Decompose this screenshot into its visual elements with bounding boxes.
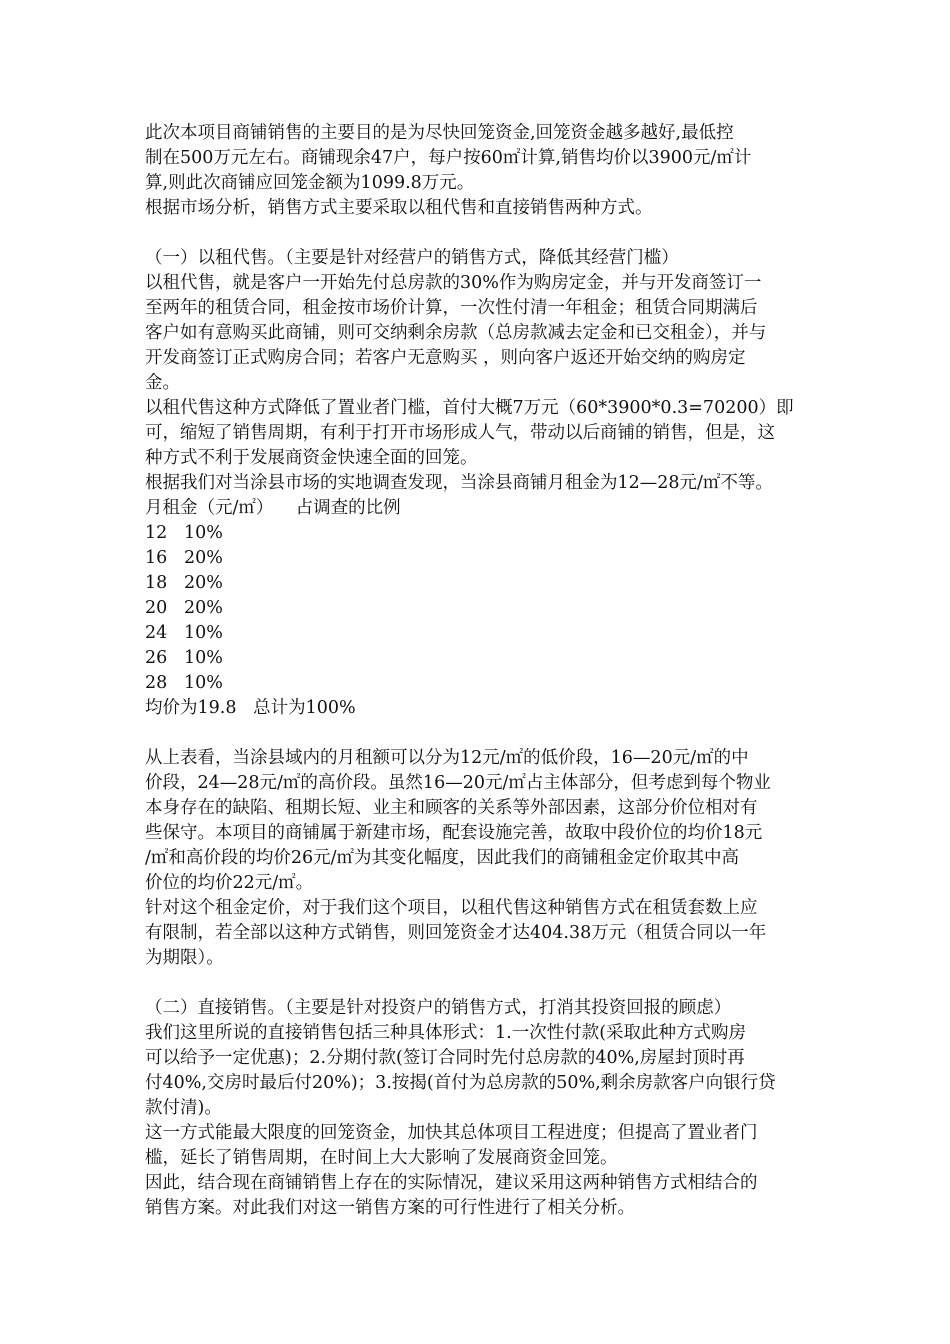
text-line: 本身存在的缺陷、租期长短、业主和顾客的关系等外部因素，这部分价位相对有 bbox=[145, 798, 758, 818]
text-line: 12 10% bbox=[145, 523, 223, 543]
text-line: 以租代售这种方式降低了置业者门槛，首付大概7万元（60*3900*0.3=70200）即 bbox=[145, 398, 794, 418]
text-line: 款付清)。 bbox=[145, 1098, 222, 1118]
text-line: 针对这个租金定价，对于我们这个项目，以租代售这种销售方式在租赁套数上应 bbox=[145, 898, 758, 918]
paragraph bbox=[145, 271, 825, 396]
text-line: 以租代售，就是客户一开始先付总房款的30%作为购房定金，并与开发商签订一 bbox=[145, 273, 762, 293]
text-line: 从上表看，当涂县域内的月租额可以分为12元/㎡的低价段，16—20元/㎡的中 bbox=[145, 748, 749, 768]
text-line: 付40%,交房时最后付20%)；3.按揭(首付为总房款的50%,剩余房款客户向银行贷 bbox=[145, 1073, 776, 1093]
text-line: 槛，延长了销售周期，在时间上大大影响了发展商资金回笼。 bbox=[145, 1148, 618, 1168]
paragraph bbox=[145, 521, 825, 546]
text-line: 客户如有意购买此商铺，则可交纳剩余房款（总房款减去定金和已交租金），并与 bbox=[145, 323, 767, 343]
text-line: 均价为19.8 总计为100% bbox=[145, 698, 356, 718]
text-line: 我们这里所说的直接销售包括三种具体形式：1.一次性付款(采取此种方式购房 bbox=[145, 1023, 747, 1043]
blank-line bbox=[145, 721, 825, 746]
paragraph bbox=[145, 571, 825, 596]
paragraph bbox=[145, 1121, 825, 1171]
text-line: 算,则此次商铺应回笼金额为1099.8万元。 bbox=[145, 173, 475, 193]
paragraph bbox=[145, 246, 825, 271]
text-line: 价段，24—28元/㎡的高价段。虽然16—20元/㎡占主体部分，但考虑到每个物业 bbox=[145, 773, 771, 793]
text-line: 种方式不利于发展商资金快速全面的回笼。 bbox=[145, 448, 478, 468]
blank-line bbox=[145, 221, 825, 246]
text-line: （二）直接销售。（主要是针对投资户的销售方式，打消其投资回报的顾虑） bbox=[145, 998, 732, 1018]
paragraph bbox=[145, 196, 825, 221]
text-line: 为期限）。 bbox=[145, 948, 224, 968]
text-line: 开发商签订正式购房合同；若客户无意购买 ，则向客户返还开始交纳的购房定 bbox=[145, 348, 746, 368]
text-line: 因此，结合现在商铺销售上存在的实际情况，建议采用这两种销售方式相结合的 bbox=[145, 1173, 758, 1193]
text-line: 20 20% bbox=[145, 598, 223, 618]
paragraph bbox=[145, 546, 825, 571]
paragraph bbox=[145, 1021, 825, 1121]
paragraph bbox=[145, 671, 825, 696]
text-line: 可以给予一定优惠)；2.分期付款(签订合同时先付总房款的40%,房屋封顶时再 bbox=[145, 1048, 745, 1068]
text-line: （一）以租代售。（主要是针对经营户的销售方式，降低其经营门槛） bbox=[145, 248, 679, 268]
blank-line bbox=[145, 971, 825, 996]
text-line: /㎡和高价段的均价26元/㎡为其变化幅度，因此我们的商铺租金定价取其中高 bbox=[145, 848, 740, 868]
text-line: 24 10% bbox=[145, 623, 223, 643]
paragraph bbox=[145, 596, 825, 621]
text-line: 制在500万元左右。商铺现余47户，每户按60㎡计算,销售均价以3900元/㎡计 bbox=[145, 148, 752, 168]
text-line: 26 10% bbox=[145, 648, 223, 668]
paragraph bbox=[145, 396, 825, 471]
text-line: 根据市场分析，销售方式主要采取以租代售和直接销售两种方式。 bbox=[145, 198, 653, 218]
text-line: 销售方案。对此我们对这一销售方案的可行性进行了相关分析。 bbox=[145, 1198, 635, 1218]
text-line: 此次本项目商铺销售的主要目的是为尽快回笼资金,回笼资金越多越好,最低控 bbox=[145, 123, 734, 143]
text-line: 18 20% bbox=[145, 573, 223, 593]
text-line: 些保守。本项目的商铺属于新建市场，配套设施完善，故取中段价位的均价18元 bbox=[145, 823, 763, 843]
text-line: 28 10% bbox=[145, 673, 223, 693]
paragraph bbox=[145, 696, 825, 721]
paragraph bbox=[145, 121, 825, 196]
paragraph bbox=[145, 1171, 825, 1221]
text-line: 可，缩短了销售周期，有利于打开市场形成人气，带动以后商铺的销售，但是，这 bbox=[145, 423, 775, 443]
paragraph bbox=[145, 746, 825, 896]
text-line: 根据我们对当涂县市场的实地调查发现，当涂县商铺月租金为12—28元/㎡不等。 bbox=[145, 473, 773, 493]
text-line: 这一方式能最大限度的回笼资金，加快其总体项目工程进度；但提高了置业者门 bbox=[145, 1123, 758, 1143]
document-body bbox=[145, 121, 825, 1221]
paragraph bbox=[145, 996, 825, 1021]
text-line: 月租金（元/㎡） 占调查的比例 bbox=[145, 498, 401, 518]
text-line: 至两年的租赁合同，租金按市场价计算，一次性付清一年租金；租赁合同期满后 bbox=[145, 298, 758, 318]
paragraph bbox=[145, 896, 825, 971]
paragraph bbox=[145, 496, 825, 521]
text-line: 16 20% bbox=[145, 548, 223, 568]
paragraph bbox=[145, 646, 825, 671]
paragraph bbox=[145, 471, 825, 496]
paragraph bbox=[145, 621, 825, 646]
text-line: 价位的均价22元/㎡。 bbox=[145, 873, 314, 893]
text-line: 金。 bbox=[145, 373, 180, 393]
text-line: 有限制，若全部以这种方式销售，则回笼资金才达404.38万元（租赁合同以一年 bbox=[145, 923, 767, 943]
